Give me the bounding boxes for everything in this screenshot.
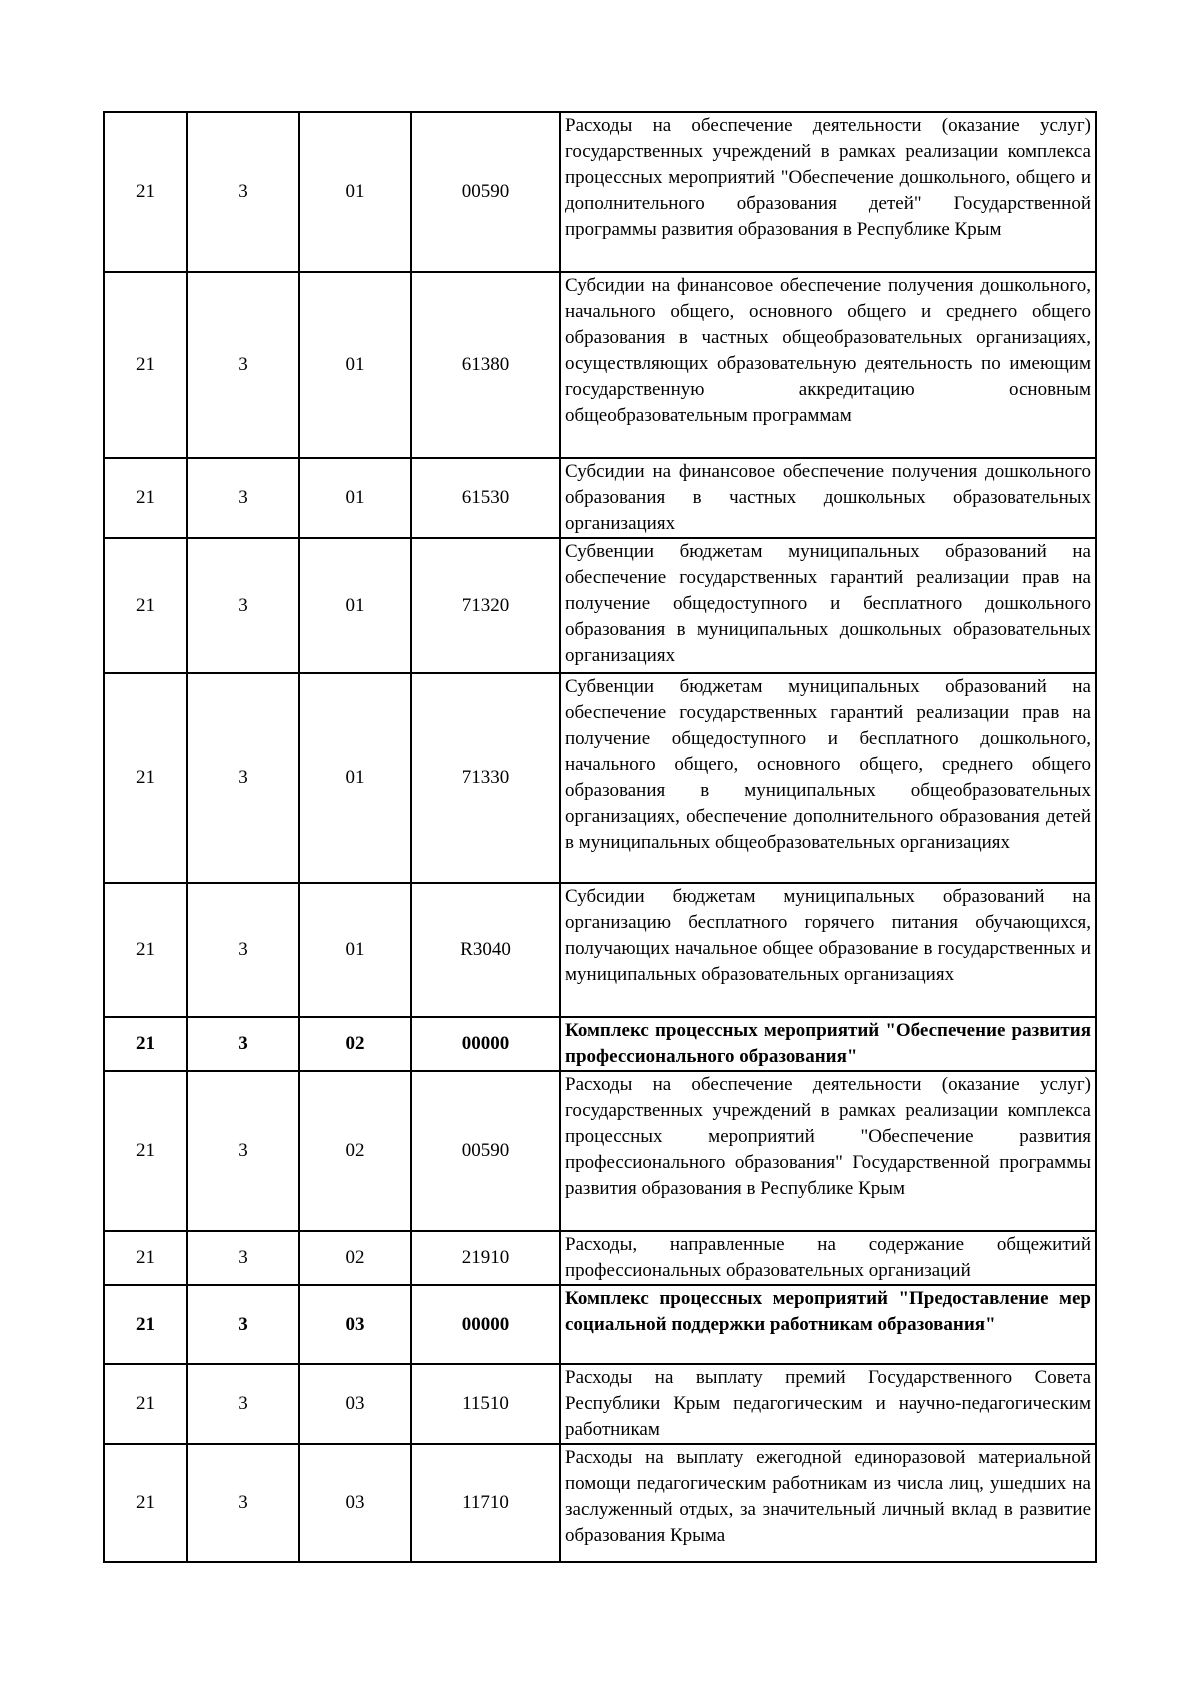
code-program: 21	[104, 1017, 187, 1071]
code-direction: 11710	[411, 1444, 560, 1562]
table-row	[104, 1071, 1096, 1231]
description-text: Субсидии на финансовое обеспечение получения дошкольного, начального общего, основного общего и среднего общего образования в частных общеобразовательных организациях, осуществляющих образовательную деятельность по имеющим государственную аккредитацию основным общеобразовательным программам	[565, 275, 1091, 426]
code-complex: 01	[299, 112, 411, 272]
description-text: Расходы на обеспечение деятельности (оказание услуг) государственных учреждений в рамках реализации комплекса процессных мероприятий "Обеспечение развития профессионального образования" Государственной программы развития образования в Республике Крым	[565, 1074, 1091, 1199]
code-direction: 00000	[411, 1285, 560, 1364]
code-subprogram: 3	[187, 1231, 299, 1285]
code-subprogram: 3	[187, 1444, 299, 1562]
description-text: Субвенции бюджетам муниципальных образований на обеспечение государственных гарантий реализации прав на получение общедоступного и бесплатного дошкольного, начального общего, основного общего, среднего общего образования в муниципальных общеобразовательных организациях, обеспечение дополнительного образования детей в муниципальных общеобразовательных организациях	[565, 676, 1091, 853]
table-row	[104, 673, 1096, 883]
code-complex: 02	[299, 1231, 411, 1285]
table-row	[104, 458, 1096, 538]
table-row	[104, 272, 1096, 458]
code-subprogram: 3	[187, 1017, 299, 1071]
expense-description	[560, 458, 1096, 538]
code-complex: 03	[299, 1444, 411, 1562]
code-subprogram: 3	[187, 1364, 299, 1444]
code-direction: R3040	[411, 883, 560, 1017]
expense-description	[560, 272, 1096, 458]
expense-description	[560, 1364, 1096, 1444]
table-row	[104, 1285, 1096, 1364]
expense-description	[560, 1285, 1096, 1364]
budget-classification-table	[103, 111, 1097, 1563]
description-text: Расходы на обеспечение деятельности (оказание услуг) государственных учреждений в рамках реализации комплекса процессных мероприятий "Обеспечение дошкольного, общего и дополнительного образования детей" Государственной программы развития образования в Республике Крым	[565, 115, 1091, 240]
code-complex: 01	[299, 538, 411, 673]
code-program: 21	[104, 1071, 187, 1231]
code-direction: 61380	[411, 272, 560, 458]
table-row	[104, 883, 1096, 1017]
code-subprogram: 3	[187, 458, 299, 538]
expense-description	[560, 538, 1096, 673]
code-program: 21	[104, 673, 187, 883]
expense-description	[560, 883, 1096, 1017]
code-program: 21	[104, 1285, 187, 1364]
table-row	[104, 538, 1096, 673]
code-direction: 00590	[411, 1071, 560, 1231]
code-subprogram: 3	[187, 1071, 299, 1231]
code-program: 21	[104, 272, 187, 458]
table-row	[104, 1231, 1096, 1285]
code-program: 21	[104, 112, 187, 272]
code-subprogram: 3	[187, 1285, 299, 1364]
code-direction: 11510	[411, 1364, 560, 1444]
expense-description	[560, 1071, 1096, 1231]
expense-description	[560, 1017, 1096, 1071]
description-text: Расходы на выплату премий Государственного Совета Республики Крым педагогическим и научно-педагогическим работникам	[565, 1367, 1091, 1440]
expense-description	[560, 112, 1096, 272]
code-direction: 21910	[411, 1231, 560, 1285]
table-row	[104, 1364, 1096, 1444]
expense-description	[560, 673, 1096, 883]
code-subprogram: 3	[187, 538, 299, 673]
code-complex: 01	[299, 458, 411, 538]
code-program: 21	[104, 1444, 187, 1562]
description-text: Расходы, направленные на содержание общежитий профессиональных образовательных организаций	[565, 1234, 1091, 1281]
code-program: 21	[104, 1231, 187, 1285]
description-text: Субсидии на финансовое обеспечение получения дошкольного образования в частных дошкольных образовательных организациях	[565, 461, 1091, 534]
code-complex: 01	[299, 673, 411, 883]
description-text: Комплекс процессных мероприятий "Обеспечение развития профессионального образования"	[565, 1020, 1091, 1067]
code-direction: 00000	[411, 1017, 560, 1071]
code-complex: 02	[299, 1071, 411, 1231]
code-complex: 03	[299, 1285, 411, 1364]
code-direction: 71320	[411, 538, 560, 673]
code-complex: 01	[299, 272, 411, 458]
code-direction: 61530	[411, 458, 560, 538]
code-complex: 01	[299, 883, 411, 1017]
code-complex: 02	[299, 1017, 411, 1071]
description-text: Субвенции бюджетам муниципальных образований на обеспечение государственных гарантий реализации прав на получение общедоступного и бесплатного дошкольного образования в муниципальных дошкольных образовательных организациях	[565, 541, 1091, 666]
expense-description	[560, 1231, 1096, 1285]
code-subprogram: 3	[187, 272, 299, 458]
table-body	[104, 112, 1096, 1562]
code-direction: 00590	[411, 112, 560, 272]
code-subprogram: 3	[187, 673, 299, 883]
description-text: Комплекс процессных мероприятий "Предоставление мер социальной поддержки работникам образования"	[565, 1288, 1091, 1335]
code-subprogram: 3	[187, 112, 299, 272]
code-subprogram: 3	[187, 883, 299, 1017]
expense-description	[560, 1444, 1096, 1562]
description-text: Субсидии бюджетам муниципальных образований на организацию бесплатного горячего питания обучающихся, получающих начальное общее образование в государственных и муниципальных образовательных организациях	[565, 886, 1091, 985]
code-program: 21	[104, 538, 187, 673]
code-program: 21	[104, 1364, 187, 1444]
code-program: 21	[104, 883, 187, 1017]
table-row	[104, 112, 1096, 272]
code-direction: 71330	[411, 673, 560, 883]
table-row	[104, 1444, 1096, 1562]
table-row	[104, 1017, 1096, 1071]
description-text: Расходы на выплату ежегодной единоразовой материальной помощи педагогическим работникам из числа лиц, ушедших на заслуженный отдых, за значительный личный вклад в развитие образования Крыма	[565, 1447, 1091, 1546]
code-program: 21	[104, 458, 187, 538]
code-complex: 03	[299, 1364, 411, 1444]
